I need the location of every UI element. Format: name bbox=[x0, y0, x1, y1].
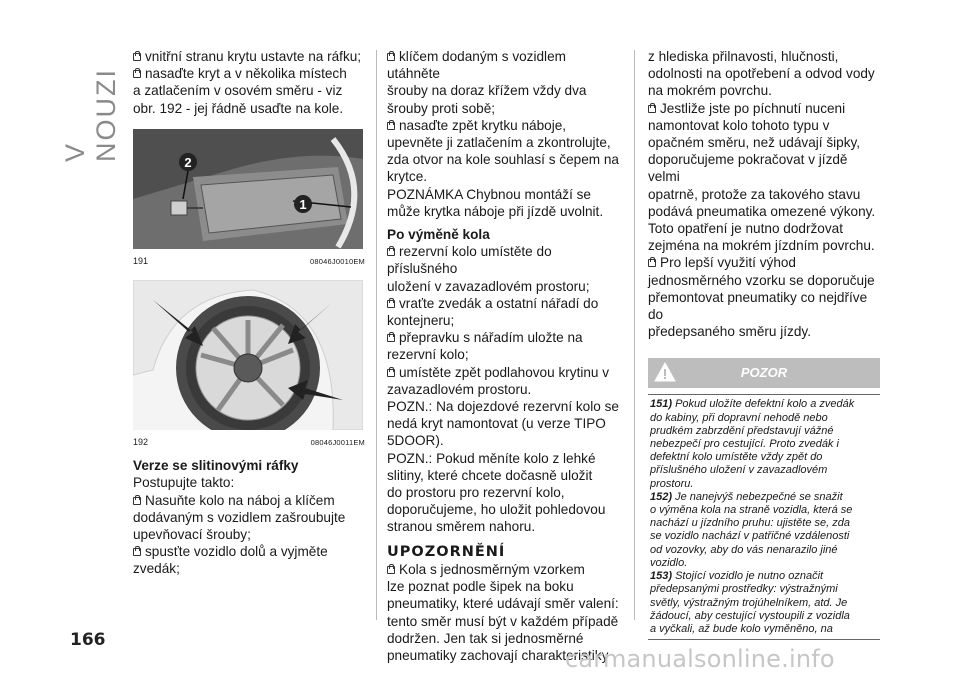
figure-number: 192 bbox=[133, 437, 149, 448]
warning-number: 151) bbox=[650, 398, 673, 411]
wheel-cover-illustration bbox=[133, 280, 363, 430]
figure-191 bbox=[133, 129, 363, 249]
bullet-icon bbox=[133, 497, 141, 505]
col1-top-text bbox=[133, 48, 365, 117]
text-line: opačném směru, než udávají šipky, bbox=[648, 135, 861, 151]
text-line: Toto opatření je nutno dodržovat bbox=[648, 221, 843, 237]
figure-number: 191 bbox=[133, 255, 149, 266]
text-line: tento směr musí být v každém případě bbox=[387, 613, 619, 629]
text-line: kontejneru; bbox=[387, 313, 455, 329]
text-line: pneumatiky zachovají charakteristiky bbox=[387, 647, 609, 663]
spare-tire-compartment-illustration bbox=[133, 129, 363, 249]
warning-title: POZOR bbox=[740, 365, 788, 381]
col1-bottom-text bbox=[133, 492, 365, 578]
text-line: pneumatiky, které udávají směr valení: bbox=[387, 596, 619, 612]
figure-code: 08046J0010EM bbox=[310, 256, 365, 266]
text-line: krytce. bbox=[387, 169, 428, 185]
text-line: stranou směrem nahoru. bbox=[387, 519, 536, 535]
text-line: nasaďte kryt a v několika místech bbox=[133, 65, 365, 82]
text-line: jednosměrného vzorku se doporučuje bbox=[648, 272, 875, 288]
text-line: spusťte vozidlo dolů a vyjměte bbox=[133, 543, 365, 560]
text-line: Kola s jednosměrným vzorkem bbox=[387, 561, 619, 578]
text-line: přepravku s nářadím uložte na bbox=[387, 329, 619, 346]
column-divider bbox=[634, 50, 635, 620]
bullet-icon bbox=[387, 369, 395, 377]
warning-number: 153) bbox=[650, 570, 673, 583]
text-line: Pro lepší využití výhod bbox=[648, 254, 880, 271]
section-heading-alloy: Verze se slitinovými ráfky bbox=[133, 458, 299, 474]
text-line: umístěte zpět podlahovou krytinu v bbox=[387, 364, 619, 381]
text-line: může krytka náboje při jízdě uvolnit. bbox=[387, 203, 604, 219]
bullet-icon bbox=[648, 259, 656, 267]
bullet-icon bbox=[133, 53, 141, 61]
text-line: vraťte zvedák a ostatní nářadí do bbox=[387, 295, 619, 312]
text-line: a zatlačením v osovém směru - viz bbox=[133, 83, 343, 99]
text-line: doporučujeme, ho uložit pohledovou bbox=[387, 502, 606, 518]
text-line: obr. 192 - jej řádně usaďte na kole. bbox=[133, 100, 344, 116]
figure-code: 08046J0011EM bbox=[310, 438, 365, 448]
text-line: do prostoru pro rezervní kolo, bbox=[387, 485, 565, 501]
page-number: 166 bbox=[70, 630, 106, 650]
text-line: POZNÁMKA Chybnou montáží se bbox=[387, 186, 591, 202]
text-line: zavazadlovém prostoru. bbox=[387, 381, 532, 397]
callout-2: 2 bbox=[184, 154, 192, 170]
text-line: nedá kryt namontovat (u verze TIPO bbox=[387, 416, 606, 432]
text-line: namontovat kolo tohoto typu v bbox=[648, 117, 830, 133]
col2-mid-text bbox=[387, 243, 619, 535]
warning-item: 152) Je nanejvýš nebezpečné se snažit o výměna kola na straně vozidla, která se nachází u jízdního pruhu: ujistěte se, zda se vozidlo nachází v patřičné vzdálenosti od vozovky, aby do vás nenarazilo jiné vozidlo. bbox=[650, 490, 853, 569]
callout-1: 1 bbox=[299, 196, 307, 212]
text-line: na mokrém povrchu. bbox=[648, 83, 772, 99]
text-line: šrouby na doraz křížem vždy dva bbox=[387, 83, 587, 99]
text-line: z hlediska přilnavosti, hlučnosti, bbox=[648, 49, 839, 64]
text-line: POZN.: Pokud měníte kolo z lehké bbox=[387, 450, 596, 466]
bullet-icon bbox=[387, 122, 395, 130]
text-line: Jestliže jste po píchnutí nuceni bbox=[648, 100, 880, 117]
text-line: 5DOOR). bbox=[387, 433, 444, 449]
column-3 bbox=[648, 48, 880, 640]
figure-191-caption bbox=[133, 253, 365, 270]
text-line: šrouby proti sobě; bbox=[387, 100, 496, 116]
text-line: POZN.: Na dojezdové rezervní kolo se bbox=[387, 399, 619, 415]
bullet-icon bbox=[387, 566, 395, 574]
bullet-icon bbox=[133, 70, 141, 78]
text-line: dodržen. Jen tak si jednosměrné bbox=[387, 630, 584, 646]
warning-number: 152) bbox=[650, 490, 673, 503]
text-line: podává pneumatika omezené výkony. bbox=[648, 203, 876, 219]
column-divider bbox=[376, 50, 377, 620]
warning-box bbox=[648, 358, 880, 640]
text-line: přemontovat pneumatiky co nejdříve do bbox=[648, 289, 868, 323]
warning-item: 153) Stojící vozidlo je nutno označit předepsanými prostředky: výstražnými světly, výstražným trojúhelníkem, atd. Je žádoucí, aby cestující vystoupili z vozidla a vyčkali, až bude kolo vyměněno, na bbox=[650, 570, 850, 635]
text-line: nasaďte zpět krytku náboje, bbox=[387, 117, 619, 134]
warning-header bbox=[648, 358, 880, 388]
figure-192-caption bbox=[133, 434, 365, 451]
figure-192 bbox=[133, 280, 363, 430]
column-2 bbox=[387, 48, 619, 664]
text-line: rezervní kolo; bbox=[387, 347, 469, 363]
text-line: zda otvor na kole souhlasí s čepem na bbox=[387, 152, 619, 168]
text-line: klíčem dodaným s vozidlem utáhněte bbox=[387, 49, 566, 82]
text-line: uložení v zavazadlovém prostoru; bbox=[387, 278, 590, 294]
col3-text bbox=[648, 48, 880, 340]
text-line: upevňovací šrouby; bbox=[133, 527, 251, 543]
section-heading-after-change: Po výměně kola bbox=[387, 227, 490, 243]
watermark: carmanualsonline.info bbox=[565, 645, 835, 673]
warning-body bbox=[648, 394, 880, 640]
text-line: doporučujeme pokračovat v jízdě velmi bbox=[648, 152, 848, 185]
text-line: rezervní kolo umístěte do příslušného bbox=[387, 244, 552, 277]
text-line: slitiny, které chcete dočasně uložit bbox=[387, 467, 593, 483]
intro-text: Postupujte takto: bbox=[133, 475, 235, 491]
text-line: lze poznat podle šipek na boku bbox=[387, 579, 574, 595]
section-title: V NOUZI bbox=[60, 68, 121, 162]
col2-top-text bbox=[387, 48, 619, 220]
bullet-icon bbox=[133, 548, 141, 556]
bullet-icon bbox=[387, 334, 395, 342]
text-line: dodávaným s vozidlem zašroubujte bbox=[133, 509, 346, 525]
text-line: opatrně, protože za takového stavu bbox=[648, 186, 861, 202]
warning-triangle-icon bbox=[654, 362, 676, 382]
text-line: Nasuňte kolo na náboj a klíčem bbox=[133, 492, 365, 509]
text-line: vnitřní stranu krytu ustavte na ráfku; bbox=[133, 48, 365, 65]
text-line: předepsaného směru jízdy. bbox=[648, 324, 811, 340]
text-line: zejména na mokrém jízdním povrchu. bbox=[648, 238, 875, 254]
text-line: odolnosti na opotřebení a odvod vody bbox=[648, 66, 875, 82]
bullet-icon bbox=[387, 53, 395, 61]
warning-item: 151) Pokud uložíte defektní kolo a zvedák do kabiny, při dopravní nehodě nebo prudkém zabrzdění představují vážné nebezpečí pro cestující. Proto zvedák i defektní kolo umístěte vždy zpět do příslušného uložení v zavazadlovém prostoru. bbox=[650, 398, 855, 490]
text-line: zvedák; bbox=[133, 561, 180, 577]
bullet-icon bbox=[387, 248, 395, 256]
column-1 bbox=[133, 48, 365, 578]
notice-heading: UPOZORNĚNÍ bbox=[387, 543, 506, 560]
bullet-icon bbox=[387, 300, 395, 308]
bullet-icon bbox=[648, 105, 656, 113]
text-line: upevněte ji zatlačením a zkontrolujte, bbox=[387, 135, 611, 151]
